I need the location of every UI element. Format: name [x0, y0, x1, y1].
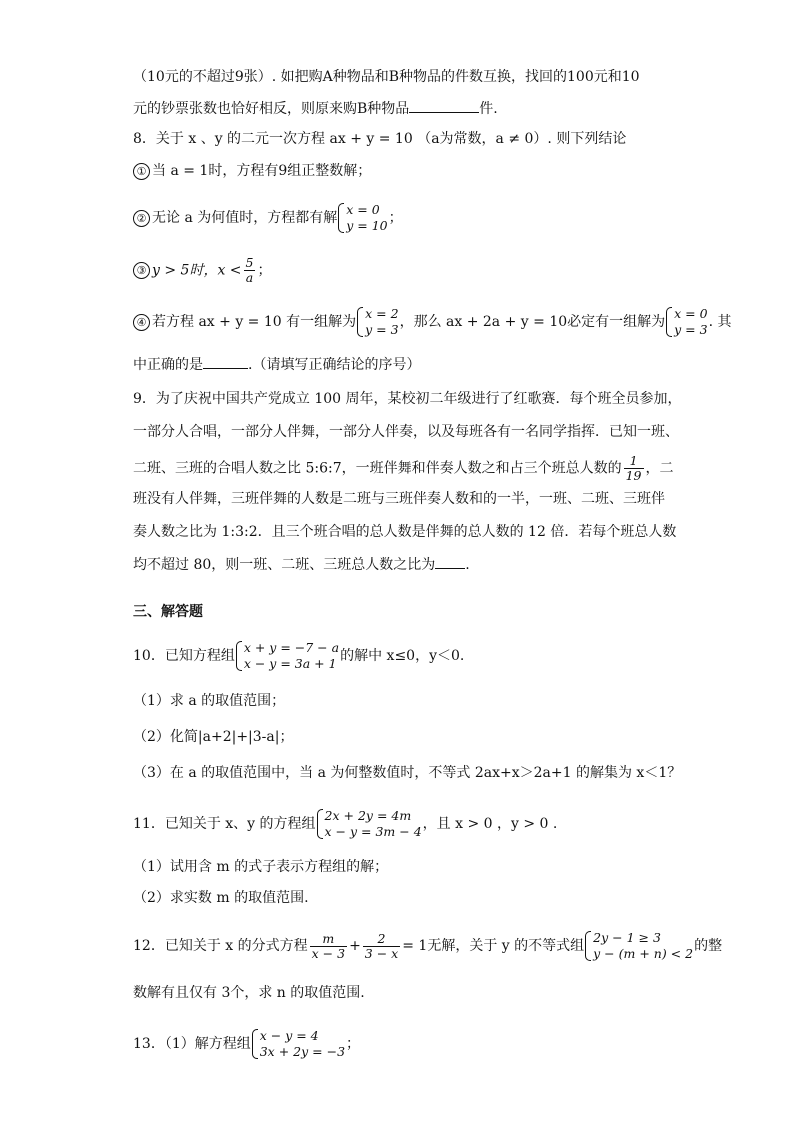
q11-part-2: （2）求实数 m 的取值范围.: [133, 890, 309, 906]
option-3-text: y > 5时，x <: [152, 262, 242, 279]
q7-answer-blank[interactable]: [409, 112, 479, 113]
q8-option-4: [133, 306, 731, 338]
q8-option-3: [133, 256, 271, 285]
q10-end: 的解中 x≤0，y＜0.: [340, 648, 465, 664]
q9-line-3-end: ，二: [645, 460, 674, 477]
q12-end: 的整: [694, 938, 723, 954]
q9-line-3: [133, 454, 674, 483]
option-2-end: ；: [388, 210, 403, 226]
q9-line-6-text: 均不超过 80，则一班、二班、三班总人数之比为: [133, 557, 436, 573]
option-2-text: 无论 a 为何值时，方程都有解: [152, 210, 338, 226]
q8-answer-blank[interactable]: [203, 368, 248, 369]
option-4-system-2: x = 0 y = 3: [666, 306, 707, 338]
q9-line-3-text: 二班、三班的合唱人数之比 5:6:7，一班伴舞和伴奏人数之和占三个班总人数的: [133, 460, 622, 477]
option-4-end: . 其: [708, 314, 732, 330]
q7-line-1: （10元的不超过9张）. 如把购A种物品和B种物品的件数互换，找回的100元和10: [133, 69, 640, 85]
q8-option-1: [133, 161, 371, 181]
option-2-marker: ②: [133, 210, 150, 227]
option-4-system-1: x = 2 y = 3: [357, 306, 398, 338]
q13-end: ；: [346, 1036, 361, 1052]
option-4-text: 若方程 ax + y = 10 有一组解为: [152, 314, 357, 330]
q9-line-1: 9．为了庆祝中国共产党成立 100 周年，某校初二年级进行了红歌赛．每个班全员参加，: [133, 391, 682, 407]
q9-fraction: $\frac{1}{19}$: [625, 453, 642, 483]
q9-line-2: 一部分人合唱，一部分人伴舞，一部分人伴奏，以及每班各有一名同学指挥．已知一班、: [133, 424, 679, 440]
q10-part-3: （3）在 a 的取值范围中，当 a 为何整数值时，不等式 2ax+x＞2a+1 的解集为 x＜1？: [133, 765, 682, 781]
q11-text: 11．已知关于 x、y 的方程组: [133, 816, 316, 832]
option-1-marker: ①: [133, 163, 150, 180]
q13-system: x − y = 4 3x + 2y = −3: [252, 1028, 345, 1060]
q11-end: ，且 x > 0 ，y > 0 .: [422, 816, 558, 832]
q8-tail-end: .（请填写正确结论的序号）: [248, 357, 421, 373]
q12-stem: [133, 930, 722, 962]
option-3-end: ；: [257, 262, 272, 279]
q13-text: 13．（1）解方程组: [133, 1036, 251, 1052]
q12-fraction-2: $\frac{2}{3 - x}$: [364, 930, 399, 961]
q12-text: 12．已知关于 x 的分式方程: [133, 938, 308, 954]
q9-line-4: 班没有人伴舞，三班伴舞的人数是二班与三班伴奏人数和的一半，一班、二班、三班伴: [133, 491, 665, 507]
q9-answer-blank[interactable]: [435, 568, 465, 569]
q10-part-2: （2）化简|a+2|+|3-a|；: [133, 729, 294, 745]
q9-line-5: 奏人数之比为 1:3:2．且三个班合唱的总人数是伴舞的总人数的 12 倍．若每个班总人数: [133, 524, 677, 540]
q12-line-2: 数解有且仅有 3个，求 n 的取值范围.: [133, 985, 365, 1001]
q11-stem: [133, 808, 557, 840]
q13-stem: [133, 1028, 360, 1060]
q12-plus: +: [349, 938, 361, 954]
q7-text-end: 件.: [479, 101, 498, 117]
q11-system: 2x + 2y = 4m x − y = 3m − 4: [317, 808, 422, 840]
option-4-marker: ④: [133, 314, 150, 331]
q9-line-6: [133, 555, 470, 575]
q8-tail-text: 中正确的是: [133, 357, 203, 373]
q7-text: 元的钞票张数也恰好相反，则原来购B种物品: [133, 101, 410, 117]
option-4-middle: ，那么 ax + 2a + y = 10必定有一组解为: [399, 314, 666, 330]
q8-stem: 8．关于 x 、y 的二元一次方程 ax + y = 10 （a为常数，a ≠ 0）. 则下列结论: [133, 131, 627, 147]
option-2-system: x = 0 y = 10: [338, 202, 387, 234]
q10-stem: [133, 640, 464, 672]
q11-part-1: （1）试用含 m 的式子表示方程组的解；: [133, 859, 389, 875]
option-3-marker: ③: [133, 262, 150, 279]
section-heading: 三、解答题: [133, 604, 203, 620]
q12-fraction-1: $\frac{m}{x - 3}$: [311, 930, 346, 961]
q12-system: 2y − 1 ≥ 3 y − (m + n) < 2: [585, 930, 693, 962]
q10-part-1: （1）求 a 的取值范围；: [133, 693, 286, 709]
option-1-text: 当 a = 1时，方程有9组正整数解；: [152, 163, 372, 179]
option-3-fraction: $\frac{5}{a}$: [245, 255, 254, 285]
q8-option-2: [133, 202, 403, 234]
q8-tail: [133, 355, 420, 375]
q7-line-2: [133, 99, 498, 119]
q9-line-6-end: .: [465, 557, 470, 573]
q10-text: 10．已知方程组: [133, 648, 235, 664]
q12-middle: = 1无解，关于 y 的不等式组: [402, 938, 585, 954]
q10-system: x + y = −7 − a x − y = 3a + 1: [236, 640, 339, 672]
